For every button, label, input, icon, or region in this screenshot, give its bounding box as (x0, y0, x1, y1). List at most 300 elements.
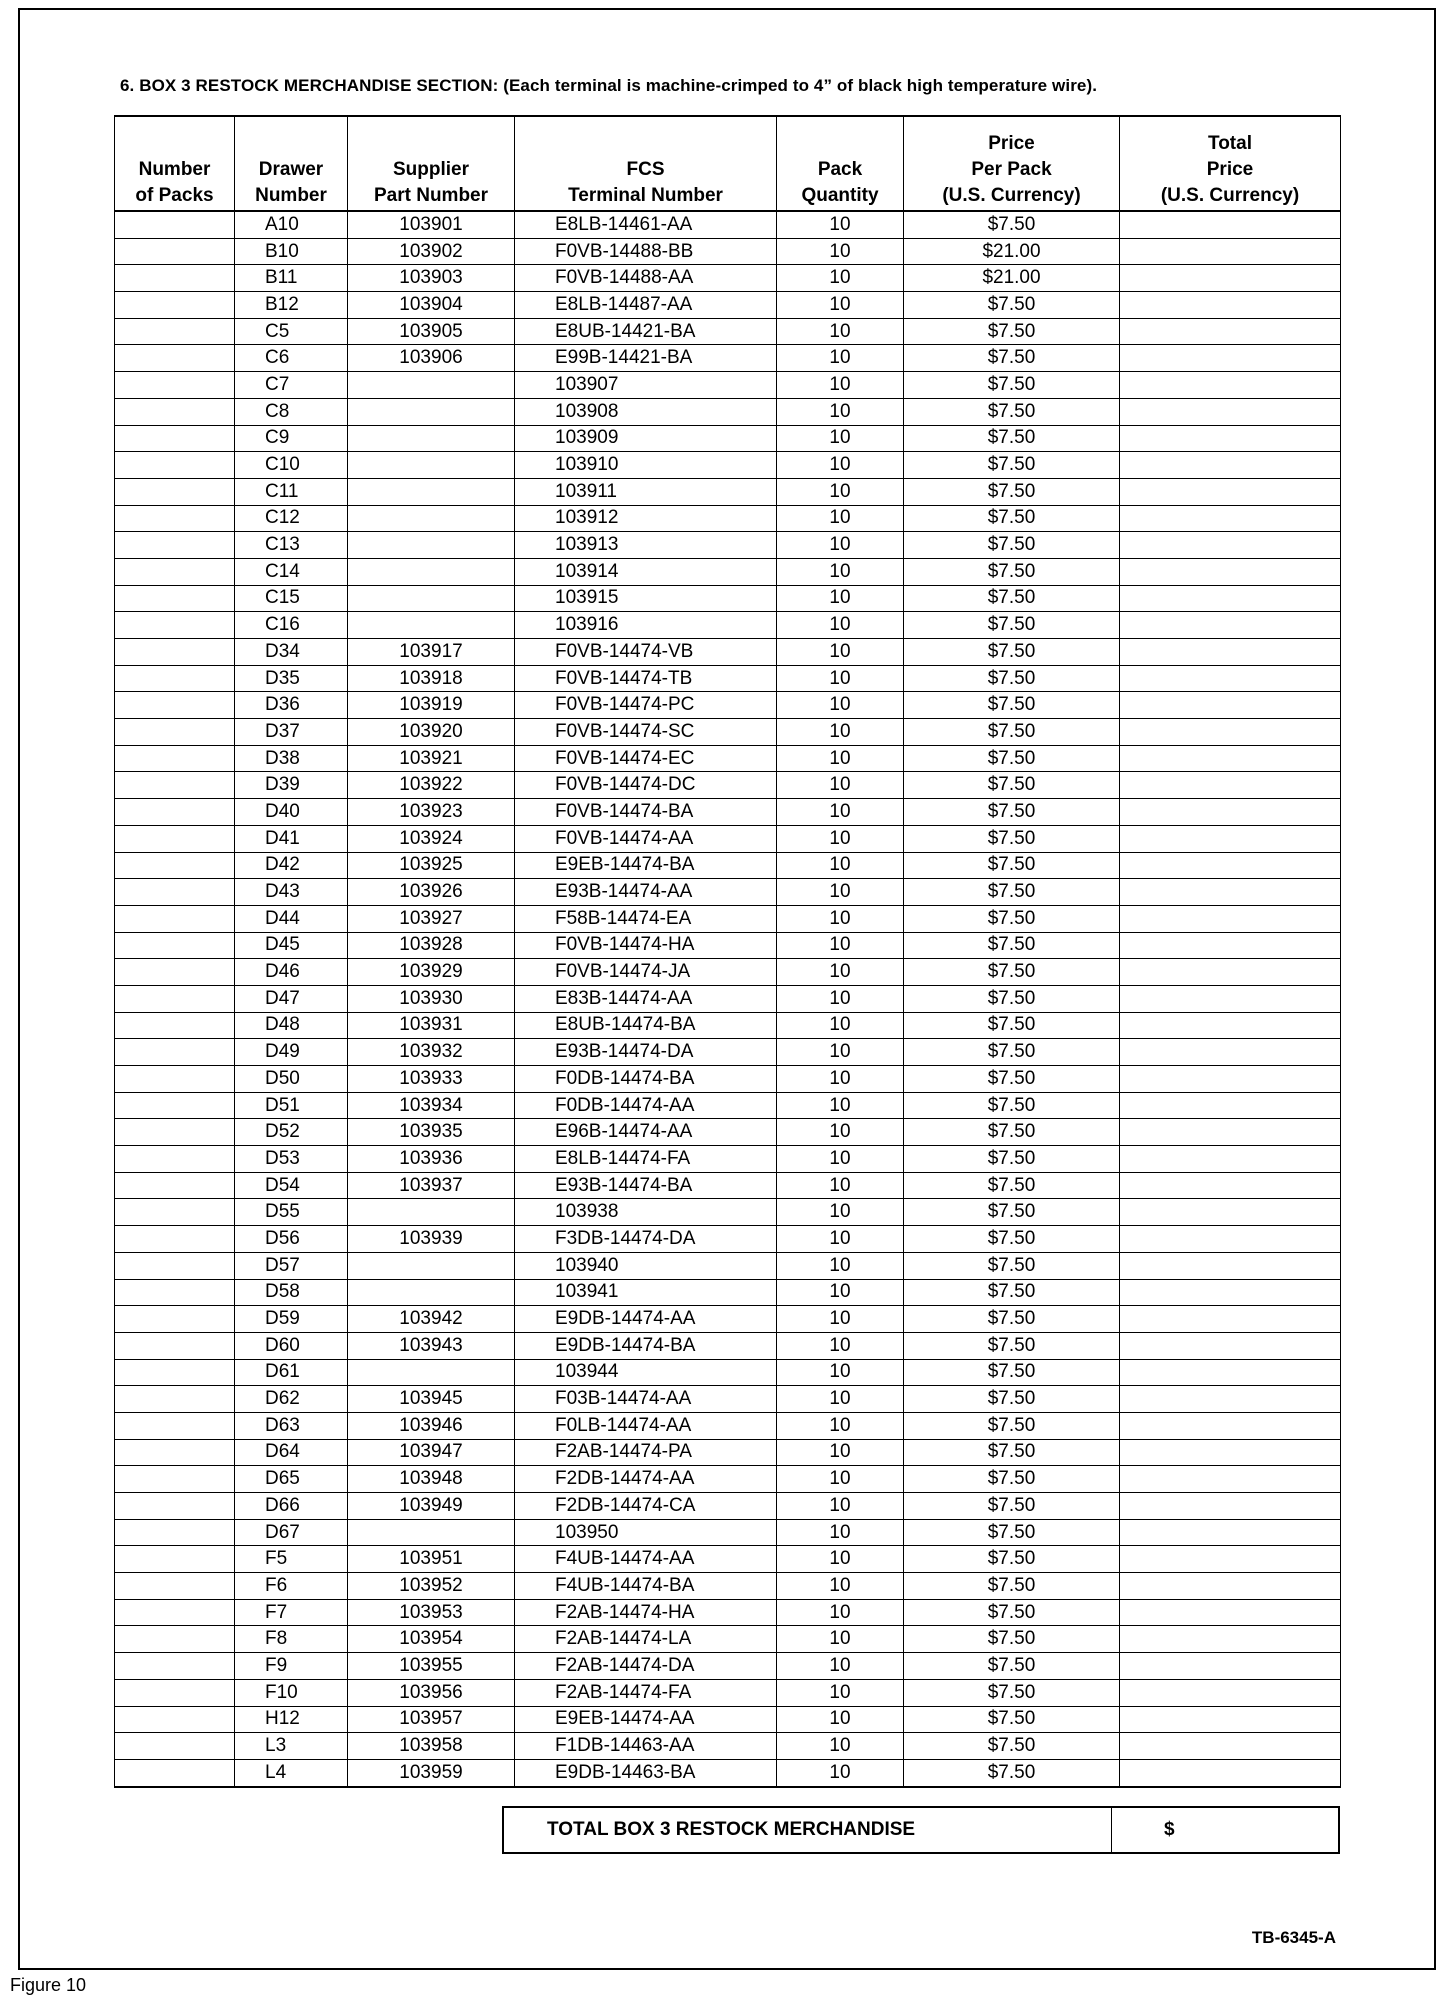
supplier-part-number-cell (348, 478, 515, 505)
price-per-pack-cell: $7.50 (904, 1252, 1120, 1279)
total-price-cell[interactable] (1120, 1012, 1341, 1039)
total-price-cell[interactable] (1120, 665, 1341, 692)
drawer-number-cell: D36 (235, 692, 348, 719)
fcs-terminal-number-cell: 103913 (515, 532, 777, 559)
fcs-terminal-number-cell: F0VB-14474-JA (515, 959, 777, 986)
total-price-cell[interactable] (1120, 1466, 1341, 1493)
supplier-part-number-cell (348, 612, 515, 639)
number-of-packs-cell[interactable] (115, 1759, 235, 1786)
price-per-pack-cell: $7.50 (904, 372, 1120, 399)
pack-quantity-cell: 10 (777, 1546, 904, 1573)
price-per-pack-cell: $7.50 (904, 211, 1120, 238)
total-price-cell[interactable] (1120, 692, 1341, 719)
total-price-cell[interactable] (1120, 719, 1341, 746)
col-header-pack-quantity: Pack Quantity (777, 116, 904, 211)
total-price-cell[interactable] (1120, 292, 1341, 319)
price-per-pack-cell: $7.50 (904, 879, 1120, 906)
drawer-number-cell: D49 (235, 1039, 348, 1066)
fcs-terminal-number-cell: E93B-14474-AA (515, 879, 777, 906)
total-price-cell[interactable] (1120, 1252, 1341, 1279)
number-of-packs-cell[interactable] (115, 1012, 235, 1039)
table-row (115, 238, 1341, 265)
table-row (115, 1039, 1341, 1066)
number-of-packs-cell[interactable] (115, 825, 235, 852)
table-row (115, 1759, 1341, 1786)
number-of-packs-cell[interactable] (115, 1359, 235, 1386)
table-row (115, 318, 1341, 345)
supplier-part-number-cell: 103925 (348, 852, 515, 879)
supplier-part-number-cell (348, 398, 515, 425)
number-of-packs-cell[interactable] (115, 1279, 235, 1306)
total-price-cell[interactable] (1120, 1493, 1341, 1520)
total-price-cell[interactable] (1120, 532, 1341, 559)
total-price-cell[interactable] (1120, 1199, 1341, 1226)
number-of-packs-cell[interactable] (115, 372, 235, 399)
supplier-part-number-cell: 103934 (348, 1092, 515, 1119)
supplier-part-number-cell: 103948 (348, 1466, 515, 1493)
pack-quantity-cell: 10 (777, 639, 904, 666)
fcs-terminal-number-cell: 103941 (515, 1279, 777, 1306)
fcs-terminal-number-cell: F0LB-14474-AA (515, 1412, 777, 1439)
total-price-cell[interactable] (1120, 318, 1341, 345)
pack-quantity-cell: 10 (777, 1306, 904, 1333)
total-price-cell[interactable] (1120, 1439, 1341, 1466)
price-per-pack-cell: $7.50 (904, 1759, 1120, 1786)
total-price-cell[interactable] (1120, 932, 1341, 959)
pack-quantity-cell: 10 (777, 1279, 904, 1306)
supplier-part-number-cell: 103949 (348, 1493, 515, 1520)
total-price-cell[interactable] (1120, 905, 1341, 932)
number-of-packs-cell[interactable] (115, 665, 235, 692)
fcs-terminal-number-cell: F0VB-14488-AA (515, 265, 777, 292)
supplier-part-number-cell: 103929 (348, 959, 515, 986)
table-row (115, 345, 1341, 372)
table-row (115, 585, 1341, 612)
pack-quantity-cell: 10 (777, 532, 904, 559)
supplier-part-number-cell: 103906 (348, 345, 515, 372)
total-box (502, 1806, 1340, 1854)
drawer-number-cell: L3 (235, 1733, 348, 1760)
price-per-pack-cell: $7.50 (904, 1119, 1120, 1146)
fcs-terminal-number-cell: F1DB-14463-AA (515, 1733, 777, 1760)
total-price-cell[interactable] (1120, 1759, 1341, 1786)
price-per-pack-cell: $7.50 (904, 452, 1120, 479)
drawer-number-cell: D38 (235, 745, 348, 772)
col-header-drawer-number: Drawer Number (235, 116, 348, 211)
price-per-pack-cell: $7.50 (904, 1706, 1120, 1733)
drawer-number-cell: D60 (235, 1332, 348, 1359)
total-price-cell[interactable] (1120, 1279, 1341, 1306)
number-of-packs-cell[interactable] (115, 1332, 235, 1359)
price-per-pack-cell: $7.50 (904, 745, 1120, 772)
table-row (115, 1653, 1341, 1680)
table-row (115, 799, 1341, 826)
table-row (115, 1092, 1341, 1119)
table-row (115, 1332, 1341, 1359)
number-of-packs-cell[interactable] (115, 1146, 235, 1173)
drawer-number-cell: D48 (235, 1012, 348, 1039)
table-row (115, 1199, 1341, 1226)
price-per-pack-cell: $7.50 (904, 719, 1120, 746)
number-of-packs-cell[interactable] (115, 639, 235, 666)
price-per-pack-cell: $7.50 (904, 1039, 1120, 1066)
fcs-terminal-number-cell: E9EB-14474-AA (515, 1706, 777, 1733)
drawer-number-cell: D54 (235, 1172, 348, 1199)
total-price-cell[interactable] (1120, 879, 1341, 906)
total-price-cell[interactable] (1120, 1332, 1341, 1359)
drawer-number-cell: D67 (235, 1519, 348, 1546)
price-per-pack-cell: $7.50 (904, 1626, 1120, 1653)
price-per-pack-cell: $7.50 (904, 1466, 1120, 1493)
price-per-pack-cell: $7.50 (904, 1733, 1120, 1760)
pack-quantity-cell: 10 (777, 745, 904, 772)
number-of-packs-cell[interactable] (115, 1466, 235, 1493)
supplier-part-number-cell: 103933 (348, 1066, 515, 1093)
table-row (115, 372, 1341, 399)
number-of-packs-cell[interactable] (115, 1252, 235, 1279)
pack-quantity-cell: 10 (777, 1466, 904, 1493)
number-of-packs-cell[interactable] (115, 1119, 235, 1146)
number-of-packs-cell[interactable] (115, 1706, 235, 1733)
drawer-number-cell: C12 (235, 505, 348, 532)
drawer-number-cell: C10 (235, 452, 348, 479)
supplier-part-number-cell: 103926 (348, 879, 515, 906)
price-per-pack-cell: $7.50 (904, 1439, 1120, 1466)
number-of-packs-cell[interactable] (115, 1599, 235, 1626)
number-of-packs-cell[interactable] (115, 505, 235, 532)
fcs-terminal-number-cell: E8LB-14474-FA (515, 1146, 777, 1173)
drawer-number-cell: L4 (235, 1759, 348, 1786)
fcs-terminal-number-cell: F2AB-14474-PA (515, 1439, 777, 1466)
total-price-cell[interactable] (1120, 1599, 1341, 1626)
supplier-part-number-cell: 103936 (348, 1146, 515, 1173)
table-row (115, 1412, 1341, 1439)
pack-quantity-cell: 10 (777, 505, 904, 532)
total-price-cell[interactable] (1120, 585, 1341, 612)
table-row (115, 1252, 1341, 1279)
total-price-cell[interactable] (1120, 1039, 1341, 1066)
total-price-cell[interactable] (1120, 1306, 1341, 1333)
number-of-packs-cell[interactable] (115, 211, 235, 238)
total-price-cell[interactable] (1120, 985, 1341, 1012)
number-of-packs-cell[interactable] (115, 452, 235, 479)
table-row (115, 719, 1341, 746)
table-row (115, 1146, 1341, 1173)
total-price-cell[interactable] (1120, 1092, 1341, 1119)
total-price-cell[interactable] (1120, 1653, 1341, 1680)
total-price-cell[interactable] (1120, 1519, 1341, 1546)
total-price-cell[interactable] (1120, 1626, 1341, 1653)
pack-quantity-cell: 10 (777, 985, 904, 1012)
drawer-number-cell: D42 (235, 852, 348, 879)
document-code: TB-6345-A (1251, 1928, 1336, 1947)
number-of-packs-cell[interactable] (115, 1066, 235, 1093)
number-of-packs-cell[interactable] (115, 292, 235, 319)
drawer-number-cell: D61 (235, 1359, 348, 1386)
total-label: TOTAL BOX 3 RESTOCK MERCHANDISE (504, 1808, 1112, 1852)
supplier-part-number-cell (348, 505, 515, 532)
table-row (115, 1706, 1341, 1733)
table-row (115, 959, 1341, 986)
pack-quantity-cell: 10 (777, 692, 904, 719)
supplier-part-number-cell: 103923 (348, 799, 515, 826)
drawer-number-cell: D47 (235, 985, 348, 1012)
pack-quantity-cell: 10 (777, 1733, 904, 1760)
pack-quantity-cell: 10 (777, 1679, 904, 1706)
total-price-cell[interactable] (1120, 825, 1341, 852)
total-price-cell[interactable] (1120, 1359, 1341, 1386)
price-per-pack-cell: $7.50 (904, 612, 1120, 639)
number-of-packs-cell[interactable] (115, 1306, 235, 1333)
drawer-number-cell: D57 (235, 1252, 348, 1279)
number-of-packs-cell[interactable] (115, 959, 235, 986)
total-price-cell[interactable] (1120, 1172, 1341, 1199)
supplier-part-number-cell (348, 425, 515, 452)
number-of-packs-cell[interactable] (115, 1092, 235, 1119)
total-price-cell[interactable] (1120, 772, 1341, 799)
total-price-cell[interactable] (1120, 425, 1341, 452)
total-value-field[interactable]: $ (1164, 1819, 1175, 1840)
fcs-terminal-number-cell: F0DB-14474-AA (515, 1092, 777, 1119)
fcs-terminal-number-cell: E9DB-14474-AA (515, 1306, 777, 1333)
drawer-number-cell: D63 (235, 1412, 348, 1439)
price-per-pack-cell: $7.50 (904, 665, 1120, 692)
number-of-packs-cell[interactable] (115, 612, 235, 639)
table-row (115, 1119, 1341, 1146)
price-per-pack-cell: $7.50 (904, 1599, 1120, 1626)
fcs-terminal-number-cell: F58B-14474-EA (515, 905, 777, 932)
fcs-terminal-number-cell: F2AB-14474-HA (515, 1599, 777, 1626)
supplier-part-number-cell: 103905 (348, 318, 515, 345)
supplier-part-number-cell (348, 558, 515, 585)
pack-quantity-cell: 10 (777, 425, 904, 452)
number-of-packs-cell[interactable] (115, 1226, 235, 1253)
supplier-part-number-cell (348, 1519, 515, 1546)
table-row (115, 612, 1341, 639)
pack-quantity-cell: 10 (777, 825, 904, 852)
drawer-number-cell: C15 (235, 585, 348, 612)
number-of-packs-cell[interactable] (115, 1199, 235, 1226)
drawer-number-cell: D66 (235, 1493, 348, 1520)
number-of-packs-cell[interactable] (115, 985, 235, 1012)
pack-quantity-cell: 10 (777, 211, 904, 238)
supplier-part-number-cell: 103902 (348, 238, 515, 265)
fcs-terminal-number-cell: F3DB-14474-DA (515, 1226, 777, 1253)
total-price-cell[interactable] (1120, 639, 1341, 666)
number-of-packs-cell[interactable] (115, 1386, 235, 1413)
number-of-packs-cell[interactable] (115, 719, 235, 746)
price-per-pack-cell: $7.50 (904, 1226, 1120, 1253)
table-row (115, 452, 1341, 479)
pack-quantity-cell: 10 (777, 852, 904, 879)
number-of-packs-cell[interactable] (115, 345, 235, 372)
total-price-cell[interactable] (1120, 1706, 1341, 1733)
drawer-number-cell: F7 (235, 1599, 348, 1626)
number-of-packs-cell[interactable] (115, 1039, 235, 1066)
fcs-terminal-number-cell: E8LB-14487-AA (515, 292, 777, 319)
total-price-cell[interactable] (1120, 612, 1341, 639)
pack-quantity-cell: 10 (777, 1706, 904, 1733)
supplier-part-number-cell: 103946 (348, 1412, 515, 1439)
total-price-cell[interactable] (1120, 799, 1341, 826)
number-of-packs-cell[interactable] (115, 585, 235, 612)
pack-quantity-cell: 10 (777, 292, 904, 319)
number-of-packs-cell[interactable] (115, 1573, 235, 1600)
total-price-cell[interactable] (1120, 1546, 1341, 1573)
number-of-packs-cell[interactable] (115, 1172, 235, 1199)
number-of-packs-cell[interactable] (115, 558, 235, 585)
number-of-packs-cell[interactable] (115, 905, 235, 932)
total-price-cell[interactable] (1120, 238, 1341, 265)
price-per-pack-cell: $21.00 (904, 238, 1120, 265)
total-price-cell[interactable] (1120, 478, 1341, 505)
table-row (115, 639, 1341, 666)
number-of-packs-cell[interactable] (115, 1733, 235, 1760)
total-price-cell[interactable] (1120, 852, 1341, 879)
pack-quantity-cell: 10 (777, 1412, 904, 1439)
pack-quantity-cell: 10 (777, 799, 904, 826)
drawer-number-cell: D39 (235, 772, 348, 799)
total-price-cell[interactable] (1120, 1733, 1341, 1760)
pack-quantity-cell: 10 (777, 238, 904, 265)
price-per-pack-cell: $7.50 (904, 318, 1120, 345)
total-price-cell[interactable] (1120, 1066, 1341, 1093)
total-price-cell[interactable] (1120, 211, 1341, 238)
number-of-packs-cell[interactable] (115, 1439, 235, 1466)
fcs-terminal-number-cell: 103915 (515, 585, 777, 612)
number-of-packs-cell[interactable] (115, 318, 235, 345)
supplier-part-number-cell: 103922 (348, 772, 515, 799)
price-per-pack-cell: $7.50 (904, 1146, 1120, 1173)
total-price-cell[interactable] (1120, 558, 1341, 585)
total-price-cell[interactable] (1120, 1146, 1341, 1173)
total-price-cell[interactable] (1120, 265, 1341, 292)
fcs-terminal-number-cell: F0VB-14474-AA (515, 825, 777, 852)
supplier-part-number-cell: 103901 (348, 211, 515, 238)
pack-quantity-cell: 10 (777, 612, 904, 639)
price-per-pack-cell: $7.50 (904, 959, 1120, 986)
table-row (115, 1466, 1341, 1493)
supplier-part-number-cell: 103931 (348, 1012, 515, 1039)
table-row (115, 1359, 1341, 1386)
total-price-cell[interactable] (1120, 1119, 1341, 1146)
supplier-part-number-cell: 103954 (348, 1626, 515, 1653)
table-row (115, 665, 1341, 692)
total-price-cell[interactable] (1120, 505, 1341, 532)
total-price-cell[interactable] (1120, 452, 1341, 479)
total-price-cell[interactable] (1120, 372, 1341, 399)
supplier-part-number-cell: 103930 (348, 985, 515, 1012)
number-of-packs-cell[interactable] (115, 1412, 235, 1439)
fcs-terminal-number-cell: F0VB-14474-TB (515, 665, 777, 692)
number-of-packs-cell[interactable] (115, 692, 235, 719)
number-of-packs-cell[interactable] (115, 1653, 235, 1680)
number-of-packs-cell[interactable] (115, 1493, 235, 1520)
pack-quantity-cell: 10 (777, 1226, 904, 1253)
number-of-packs-cell[interactable] (115, 1626, 235, 1653)
supplier-part-number-cell: 103918 (348, 665, 515, 692)
pack-quantity-cell: 10 (777, 1252, 904, 1279)
number-of-packs-cell[interactable] (115, 478, 235, 505)
number-of-packs-cell[interactable] (115, 1679, 235, 1706)
total-price-cell[interactable] (1120, 1226, 1341, 1253)
drawer-number-cell: F8 (235, 1626, 348, 1653)
fcs-terminal-number-cell: 103944 (515, 1359, 777, 1386)
total-price-cell[interactable] (1120, 745, 1341, 772)
number-of-packs-cell[interactable] (115, 238, 235, 265)
number-of-packs-cell[interactable] (115, 425, 235, 452)
number-of-packs-cell[interactable] (115, 799, 235, 826)
table-row (115, 1066, 1341, 1093)
drawer-number-cell: F6 (235, 1573, 348, 1600)
price-per-pack-cell: $7.50 (904, 1306, 1120, 1333)
number-of-packs-cell[interactable] (115, 932, 235, 959)
total-price-cell[interactable] (1120, 1412, 1341, 1439)
fcs-terminal-number-cell: F2DB-14474-AA (515, 1466, 777, 1493)
table-row (115, 1172, 1341, 1199)
restock-table (114, 115, 1341, 1788)
total-price-cell[interactable] (1120, 398, 1341, 425)
price-per-pack-cell: $21.00 (904, 265, 1120, 292)
price-per-pack-cell: $7.50 (904, 1172, 1120, 1199)
number-of-packs-cell[interactable] (115, 1546, 235, 1573)
fcs-terminal-number-cell: 103912 (515, 505, 777, 532)
table-row (115, 1306, 1341, 1333)
supplier-part-number-cell: 103924 (348, 825, 515, 852)
supplier-part-number-cell: 103932 (348, 1039, 515, 1066)
table-row (115, 1279, 1341, 1306)
drawer-number-cell: F10 (235, 1679, 348, 1706)
number-of-packs-cell[interactable] (115, 1519, 235, 1546)
drawer-number-cell: B12 (235, 292, 348, 319)
total-price-cell[interactable] (1120, 959, 1341, 986)
number-of-packs-cell[interactable] (115, 879, 235, 906)
pack-quantity-cell: 10 (777, 1172, 904, 1199)
fcs-terminal-number-cell: E99B-14421-BA (515, 345, 777, 372)
fcs-terminal-number-cell: F0DB-14474-BA (515, 1066, 777, 1093)
price-per-pack-cell: $7.50 (904, 478, 1120, 505)
price-per-pack-cell: $7.50 (904, 1066, 1120, 1093)
total-price-cell[interactable] (1120, 1573, 1341, 1600)
fcs-terminal-number-cell: F0VB-14488-BB (515, 238, 777, 265)
total-price-cell[interactable] (1120, 345, 1341, 372)
number-of-packs-cell[interactable] (115, 398, 235, 425)
table-row (115, 398, 1341, 425)
fcs-terminal-number-cell: F0VB-14474-DC (515, 772, 777, 799)
fcs-terminal-number-cell: 103914 (515, 558, 777, 585)
table-row (115, 1573, 1341, 1600)
drawer-number-cell: C8 (235, 398, 348, 425)
total-price-cell[interactable] (1120, 1679, 1341, 1706)
number-of-packs-cell[interactable] (115, 772, 235, 799)
number-of-packs-cell[interactable] (115, 532, 235, 559)
drawer-number-cell: B11 (235, 265, 348, 292)
fcs-terminal-number-cell: E9EB-14474-BA (515, 852, 777, 879)
price-per-pack-cell: $7.50 (904, 532, 1120, 559)
price-per-pack-cell: $7.50 (904, 1012, 1120, 1039)
supplier-part-number-cell: 103952 (348, 1573, 515, 1600)
number-of-packs-cell[interactable] (115, 745, 235, 772)
pack-quantity-cell: 10 (777, 1199, 904, 1226)
price-per-pack-cell: $7.50 (904, 905, 1120, 932)
number-of-packs-cell[interactable] (115, 265, 235, 292)
fcs-terminal-number-cell: 103950 (515, 1519, 777, 1546)
number-of-packs-cell[interactable] (115, 852, 235, 879)
fcs-terminal-number-cell: F0VB-14474-HA (515, 932, 777, 959)
drawer-number-cell: D46 (235, 959, 348, 986)
price-per-pack-cell: $7.50 (904, 1493, 1120, 1520)
total-price-cell[interactable] (1120, 1386, 1341, 1413)
